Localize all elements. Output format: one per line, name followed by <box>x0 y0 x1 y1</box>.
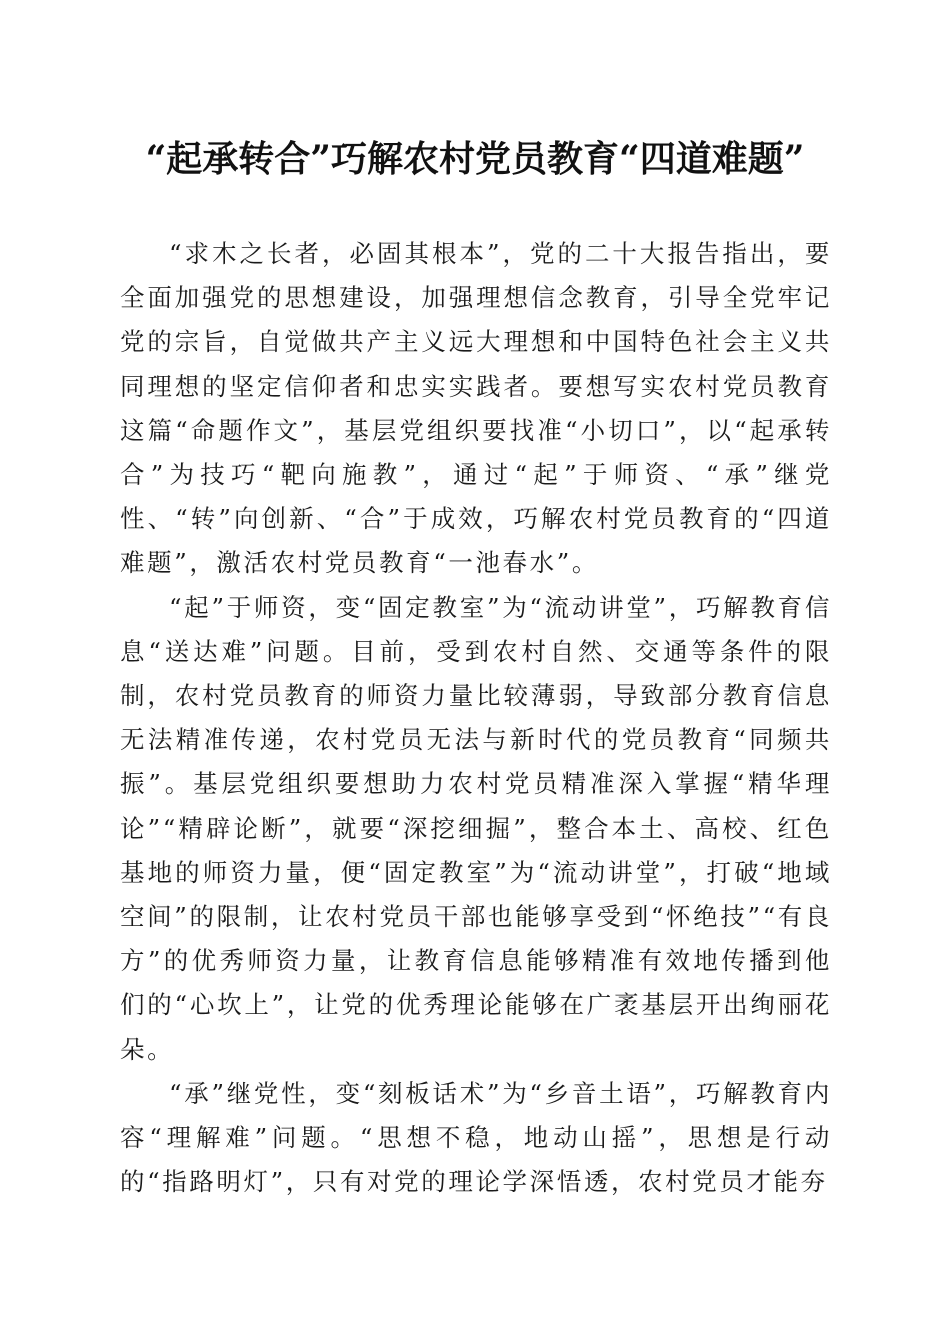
document-title: “起承转合”巧解农村党员教育“四道难题” <box>145 138 805 180</box>
paragraph: “承”继党性，变“刻板话术”为“乡音土语”，巧解教育内容“理解难”问题。“思想不稳，地动山摇”，思想是行动的“指路明灯”，只有对党的理论学深悟透，农村党员才能夯 <box>120 1078 832 1197</box>
paragraph: “求木之长者，必固其根本”，党的二十大报告指出，要全面加强党的思想建设，加强理想信念教育，引导全党牢记党的宗旨，自觉做共产主义远大理想和中国特色社会主义共同理想的坚定信仰者和忠实实践者。要想写实农村党员教育这篇“命题作文”，基层党组织要找准“小切口”，以“起承转合”为技巧“靶向施教”，通过“起”于师资、“承”继党性、“转”向创新、“合”于成效，巧解农村党员教育的“四道难题”，激活农村党员教育“一池春水”。 <box>120 239 832 578</box>
document-body <box>120 232 832 1204</box>
paragraph: “起”于师资，变“固定教室”为“流动讲堂”，巧解教育信息“送达难”问题。目前，受到农村自然、交通等条件的限制，农村党员教育的师资力量比较薄弱，导致部分教育信息无法精准传递，农村党员无法与新时代的党员教育“同频共振”。基层党组织要想助力农村党员精准深入掌握“精华理论”“精辟论断”，就要“深挖细掘”，整合本土、高校、红色基地的师资力量，便“固定教室”为“流动讲堂”，打破“地域空间”的限制，让农村党员干部也能够享受到“怀绝技”“有良方”的优秀师资力量，让教育信息能够精准有效地传播到他们的“心坎上”，让党的优秀理论能够在广袤基层开出绚丽花朵。 <box>120 592 832 1064</box>
